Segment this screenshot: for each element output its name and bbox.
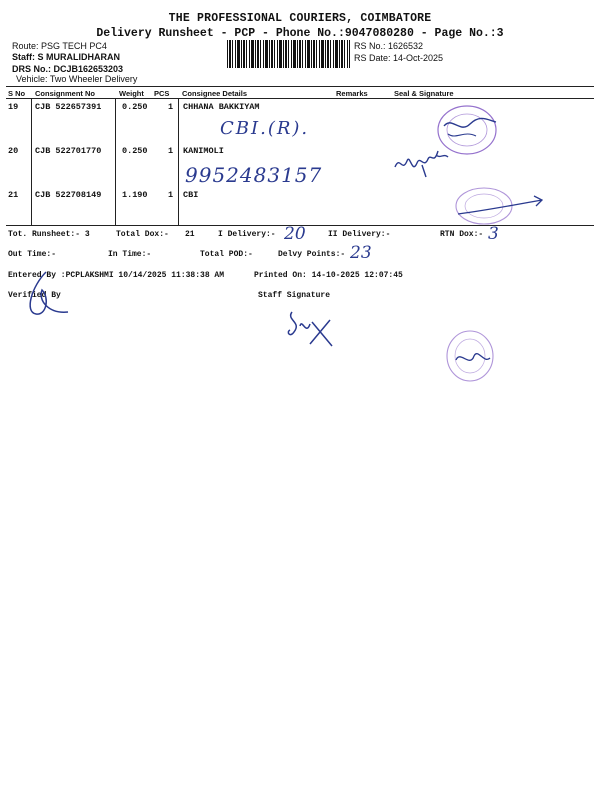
table-top-rule (6, 86, 594, 87)
staff-signature-icon (282, 302, 338, 350)
row-pcs: 1 (168, 190, 174, 200)
rs-number: RS No.: 1626532 (354, 41, 424, 51)
route-label: Route: PSG TECH PC4 (12, 41, 107, 51)
tot-runsheet: Tot. Runsheet:- 3 (8, 230, 90, 239)
row-consignee: CHHANA BAKKIYAM (183, 102, 260, 112)
verified-by-label: Verified By (8, 291, 61, 300)
staff-label: Staff: S MURALIDHARAN (12, 52, 120, 62)
row-weight: 0.250 (122, 102, 148, 112)
rtn-dox-label: RTN Dox:- (440, 230, 484, 239)
row-consignment: CJB 522701770 (35, 146, 102, 156)
handwritten-note: CBI.(R). (220, 118, 310, 139)
printed-on: Printed On: 14-10-2025 12:07:45 (254, 271, 403, 280)
delvy-points-label: Delvy Points:- (278, 250, 346, 259)
delvy-points-value: 23 (350, 243, 372, 263)
col-seal-signature: Seal & Signature (394, 89, 454, 98)
row-pcs: 1 (168, 102, 174, 112)
row-weight: 1.190 (122, 190, 148, 200)
signature-icon (392, 145, 452, 181)
col-sno: S No (8, 89, 26, 98)
row-consignee: KANIMOLI (183, 146, 224, 156)
col-remarks: Remarks (336, 89, 368, 98)
row-consignment: CJB 522708149 (35, 190, 102, 200)
col-consignment: Consignment No (35, 89, 95, 98)
seal-stamp-icon (444, 328, 496, 384)
column-divider (115, 98, 116, 225)
col-pcs: PCS (154, 89, 170, 98)
runsheet-subtitle: Delivery Runsheet - PCP - Phone No.:9047080280 - Page No.:3 (96, 27, 504, 40)
row-sno: 21 (8, 190, 19, 200)
company-title: THE PROFESSIONAL COURIERS, COIMBATORE (168, 12, 432, 25)
staff-signature-label: Staff Signature (258, 291, 331, 300)
row-consignment: CJB 522657391 (35, 102, 102, 112)
vehicle-label: Vehicle: Two Wheeler Delivery (16, 74, 138, 84)
rs-date: RS Date: 14-Oct-2025 (354, 53, 444, 63)
row-sno: 20 (8, 146, 19, 156)
in-time-label: In Time:- (108, 250, 152, 259)
total-dox-value: 21 (185, 230, 195, 239)
seal-stamp-icon (448, 184, 548, 226)
rtn-dox-value: 3 (488, 224, 499, 244)
handwritten-phone: 9952483157 (185, 163, 323, 187)
column-divider (178, 98, 179, 225)
row-sno: 19 (8, 102, 19, 112)
col-consignee: Consignee Details (182, 89, 248, 98)
i-delivery-label: I Delivery:- (218, 230, 276, 239)
verifier-signature-icon (22, 268, 72, 320)
row-consignee: CBI (183, 190, 199, 200)
col-weight: Weight (119, 89, 144, 98)
total-dox-label: Total Dox:- (116, 230, 169, 239)
drs-number: DRS No.: DCJB162653203 (12, 64, 124, 74)
i-delivery-value: 20 (284, 224, 306, 244)
entered-by: Entered By :PCPLAKSHMI 10/14/2025 11:38:38 AM (8, 271, 225, 280)
out-time-label: Out Time:- (8, 250, 57, 259)
ii-delivery-label: II Delivery:- (328, 230, 391, 239)
table-header-rule (6, 98, 594, 99)
column-divider (31, 98, 32, 225)
total-pod-label: Total POD:- (200, 250, 253, 259)
barcode (227, 40, 350, 68)
row-pcs: 1 (168, 146, 174, 156)
row-weight: 0.250 (122, 146, 148, 156)
